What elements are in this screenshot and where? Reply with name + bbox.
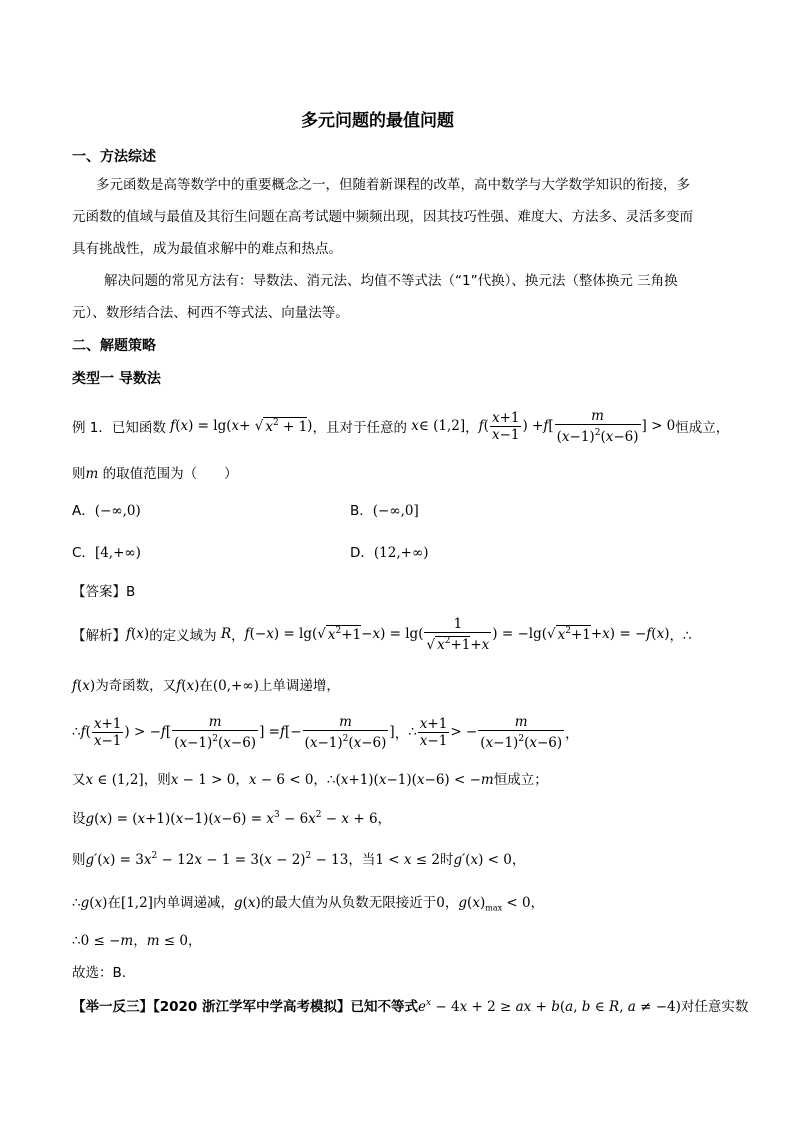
formula: x xyxy=(137,811,146,827)
formula: ∈ xyxy=(590,999,610,1015)
formula: ) xyxy=(194,678,200,694)
question-text: 则 xyxy=(72,466,86,482)
formula: 1 < xyxy=(375,852,404,868)
example-question xyxy=(72,462,238,482)
formula: − xyxy=(361,626,373,642)
formula: ( xyxy=(181,678,187,694)
practice-tag: 【举一反三】【2020 浙江学军中学高考模拟】已知不等式 xyxy=(72,999,419,1015)
formula: ∈ (1,2] xyxy=(93,772,144,788)
formula: ) = ( xyxy=(107,811,138,827)
fraction: $\frac{m}{(x-1)^2(x-6)}$ xyxy=(174,713,257,751)
formula: ) = −lg(√ xyxy=(492,626,556,642)
formula: ] = xyxy=(259,724,280,740)
analysis-text: 为奇函数，又 xyxy=(95,678,177,694)
formula: ∴ xyxy=(72,895,81,911)
example-prefix: 例 1．已知函数 xyxy=(72,420,166,436)
formula: ≠ −4) xyxy=(635,999,681,1015)
analysis-text: ，当 xyxy=(348,852,376,868)
paragraph-line: 元函数的值域与最值及其衍生问题在高考试题中频频出现，因其技巧性强、难度大、方法多、灵活多变而 xyxy=(72,209,693,225)
formula: g xyxy=(85,811,95,827)
practice-text: 对任意实数 xyxy=(680,999,749,1015)
formula: ≤ 0 xyxy=(159,933,188,949)
formula: − 6 < 0 xyxy=(256,772,314,788)
comma: ， xyxy=(231,628,245,644)
formula: ( xyxy=(85,724,91,740)
formula: f xyxy=(646,626,652,642)
formula: ( xyxy=(89,895,95,911)
formula: ( xyxy=(131,626,137,642)
formula: ) xyxy=(307,418,313,434)
formula: x xyxy=(231,418,240,434)
formula: [ xyxy=(548,418,554,434)
formula: f xyxy=(160,724,166,740)
formula: x xyxy=(459,999,468,1015)
formula: ∴0 ≤ − xyxy=(72,933,121,949)
analysis-text: 又 xyxy=(72,772,86,788)
formula: x xyxy=(180,418,189,434)
formula: a xyxy=(627,999,636,1015)
analysis-text: 在 xyxy=(199,678,213,694)
analysis-line-7 xyxy=(72,891,544,913)
formula: x xyxy=(602,626,610,642)
fraction: $\frac{x+1}{x-1}$ xyxy=(419,715,448,749)
analysis-line-2 xyxy=(72,674,340,694)
formula: (− xyxy=(249,626,267,642)
section-heading-strategy: 二、解题策略 xyxy=(72,338,156,354)
formula: x xyxy=(266,811,274,827)
formula: x xyxy=(403,852,412,868)
formula: ) = lg( xyxy=(188,418,232,434)
formula: g xyxy=(458,895,468,911)
formula: < 0 xyxy=(502,895,531,911)
formula: − 12 xyxy=(157,852,195,868)
example-1-statement xyxy=(72,406,729,446)
formula: − 6 xyxy=(279,811,309,827)
formula: ∈ (1,2] xyxy=(418,418,466,434)
formula: x xyxy=(194,852,202,868)
formula: x xyxy=(266,626,274,642)
formula: (0,+∞) xyxy=(212,678,259,694)
example-tail: 恒成立， xyxy=(675,420,730,436)
formula: − 2) xyxy=(271,852,306,868)
answer-line: 【答案】B xyxy=(72,584,136,600)
formula: x xyxy=(248,772,257,788)
fraction: $\frac{x+1}{x-1}$ xyxy=(93,715,122,749)
analysis-line-4 xyxy=(72,768,548,788)
formula: −6) < − xyxy=(424,772,481,788)
comma: ， xyxy=(188,933,202,949)
analysis-text: 时 xyxy=(439,852,454,868)
formula: x xyxy=(372,626,381,642)
formula: f xyxy=(165,418,176,434)
analysis-text: 的定义域为 xyxy=(149,628,217,644)
analysis-text: 内单调递减， xyxy=(152,895,234,911)
formula: 0 xyxy=(436,895,445,911)
example-mid: ，且对于任意的 xyxy=(312,420,407,436)
formula: ∴ xyxy=(72,724,81,740)
formula: f xyxy=(176,678,182,694)
formula: x xyxy=(340,772,349,788)
formula: ] xyxy=(389,724,395,740)
practice-line xyxy=(72,995,748,1015)
analysis-text: ，则 xyxy=(143,772,171,788)
formula: f xyxy=(80,724,86,740)
formula: x xyxy=(426,998,432,1008)
formula: x xyxy=(470,852,479,868)
option-label: A． xyxy=(72,503,95,519)
analysis-line-6 xyxy=(72,848,525,868)
analysis-text: 恒成立； xyxy=(493,772,548,788)
formula: f xyxy=(244,626,250,642)
formula: x xyxy=(341,811,350,827)
formula: x xyxy=(85,772,94,788)
fraction: $\frac{1}{√ x^2+1+x}$ xyxy=(426,615,490,653)
formula: x xyxy=(378,772,387,788)
option-label: D． xyxy=(350,545,374,561)
formula: m xyxy=(85,466,99,482)
formula: ) xyxy=(479,895,486,911)
formula: x xyxy=(136,626,144,642)
analysis-text: 在 xyxy=(107,895,121,911)
formula: x xyxy=(82,678,90,694)
formula: f xyxy=(543,418,549,434)
formula: ) xyxy=(255,895,261,911)
formula: f xyxy=(126,626,131,642)
formula: +1)( xyxy=(145,811,176,827)
formula: − 13 xyxy=(311,852,349,868)
comma: ， xyxy=(313,772,327,788)
formula: 2 xyxy=(151,851,158,861)
formula: [1,2] xyxy=(120,895,153,911)
fraction: $\frac{m}{(x-1)^2(x-6)}$ xyxy=(304,713,387,751)
formula: ( xyxy=(77,678,83,694)
analysis-line-1 xyxy=(72,614,692,654)
comma: ， xyxy=(133,933,147,949)
formula: ( xyxy=(175,418,181,434)
formula: − 4 xyxy=(431,999,460,1015)
comma: ， xyxy=(565,726,579,742)
formula: a xyxy=(565,999,574,1015)
formula: + 2 ≥ xyxy=(467,999,516,1015)
section-heading-method-summary: 一、方法综述 xyxy=(72,149,156,165)
formula: x xyxy=(308,811,316,827)
formula: R xyxy=(609,999,620,1015)
fraction: $\frac{x+1}{x-1}$ xyxy=(491,409,520,443)
analysis-text: 的最大值为从负数无限接近于 xyxy=(260,895,437,911)
option-d xyxy=(350,541,428,561)
formula: −1)( xyxy=(386,772,417,788)
formula: x xyxy=(143,852,152,868)
fraction: $\frac{m}{(x-1)^2(x-6)}$ xyxy=(556,407,639,445)
comma: ， xyxy=(394,726,409,742)
option-value: (−∞,0] xyxy=(372,503,419,519)
question-text: 的取值范围为（ ） xyxy=(98,466,238,482)
formula: x xyxy=(175,811,184,827)
formula: x xyxy=(186,678,195,694)
option-label: B． xyxy=(350,503,373,519)
formula: ( xyxy=(465,852,471,868)
formula: e xyxy=(418,999,427,1015)
formula: R xyxy=(216,626,232,642)
formula: x xyxy=(264,852,272,868)
formula: ax xyxy=(515,999,532,1015)
formula: f xyxy=(72,678,77,694)
formula: g′ xyxy=(453,852,466,868)
analysis-line-3 xyxy=(72,710,579,754)
formula: 2 xyxy=(305,851,312,861)
formula: ∴ xyxy=(408,724,417,740)
formula: > − xyxy=(450,724,478,740)
paragraph-line: 具有挑战性，成为最值求解中的难点和热点。 xyxy=(72,241,342,257)
comma: ， xyxy=(530,895,545,911)
formula: ( xyxy=(467,895,473,911)
comma: ， xyxy=(235,772,249,788)
fraction: $\frac{m}{(x-1)^2(x-6)}$ xyxy=(480,713,563,751)
formula: x xyxy=(213,811,222,827)
formula: x xyxy=(247,895,256,911)
formula: [− xyxy=(284,724,302,740)
comma: ， xyxy=(465,420,479,436)
option-c xyxy=(72,541,141,561)
formula: ) = − xyxy=(609,626,647,642)
analysis-line-5 xyxy=(72,807,391,827)
formula: ( xyxy=(483,418,489,434)
formula: + xyxy=(531,999,552,1015)
choice-line: 故选：B. xyxy=(72,965,127,981)
comma: ， xyxy=(377,811,392,827)
formula: −6) = xyxy=(221,811,267,827)
formula: 2 xyxy=(315,810,322,820)
analysis-tag: 【解析】 xyxy=(72,628,126,644)
formula: g′ xyxy=(85,852,98,868)
formula: , xyxy=(573,999,582,1015)
formula: ( xyxy=(97,852,103,868)
formula: − 1 > 0 xyxy=(178,772,236,788)
formula: x xyxy=(170,772,179,788)
formula: x xyxy=(102,852,111,868)
option-value: (−∞,0) xyxy=(94,503,141,519)
analysis-text: 则 xyxy=(72,852,86,868)
formula: ) xyxy=(664,626,670,642)
formula: ) xyxy=(102,895,108,911)
formula: + 6 xyxy=(349,811,378,827)
formula: x xyxy=(472,895,480,911)
analysis-text: 设 xyxy=(72,811,86,827)
formula: g xyxy=(233,895,243,911)
formula: −1)( xyxy=(183,811,214,827)
formula: 3 xyxy=(273,810,280,820)
formula: [ xyxy=(165,724,172,740)
formula: ) xyxy=(143,626,150,642)
formula: x xyxy=(416,772,425,788)
formula: m xyxy=(146,933,160,949)
comma: ，∴ xyxy=(669,628,692,644)
formula: x xyxy=(94,895,103,911)
formula: + √ xyxy=(239,418,264,434)
formula: f xyxy=(279,724,285,740)
formula: ) > − xyxy=(124,724,161,740)
formula: $x^2 + 1$ xyxy=(265,418,308,435)
formula: ∴( xyxy=(326,772,341,788)
formula: f xyxy=(478,418,484,434)
page-title: 多元问题的最值问题 xyxy=(301,111,454,131)
formula: max xyxy=(485,903,503,913)
formula: g xyxy=(80,895,90,911)
option-a xyxy=(72,499,141,519)
formula: ( xyxy=(559,999,566,1015)
formula: ] > 0 xyxy=(641,418,676,434)
formula: , xyxy=(619,999,628,1015)
option-b xyxy=(350,499,419,519)
formula: x xyxy=(656,626,665,642)
option-label: C． xyxy=(72,545,95,561)
paragraph-line: 解决问题的常见方法有：导数法、消元法、均值不等式法（“1”代换）、换元法（整体换元 三角换 xyxy=(104,273,678,289)
formula: − xyxy=(321,811,342,827)
formula: b xyxy=(581,999,591,1015)
formula: ) = lg( xyxy=(380,626,424,642)
formula: + xyxy=(590,626,603,642)
formula: ( xyxy=(651,626,657,642)
formula: ( xyxy=(94,811,100,827)
option-value: (12,+∞) xyxy=(373,545,429,561)
formula: b xyxy=(551,999,560,1015)
formula: m xyxy=(480,772,494,788)
paragraph-line: 多元函数是高等数学中的重要概念之一，但随着新课程的改革，高中数学与大学数学知识的衔接，多 xyxy=(96,177,690,193)
analysis-line-8 xyxy=(72,929,202,949)
formula: m xyxy=(120,933,134,949)
comma: ， xyxy=(444,895,459,911)
formula: ( xyxy=(242,895,248,911)
formula: x xyxy=(406,418,419,434)
option-value: [4,+∞) xyxy=(94,545,141,561)
analysis-text: 上单调递增， xyxy=(258,678,340,694)
formula: − 1 = 3( xyxy=(201,852,265,868)
formula: $x^2+1$ xyxy=(327,626,362,643)
formula: x xyxy=(99,811,108,827)
comma: ， xyxy=(511,852,526,868)
type-heading: 类型一 导数法 xyxy=(72,371,161,387)
formula: $x^2+1$ xyxy=(557,626,591,643)
formula: ) + xyxy=(522,418,544,434)
formula: ) = 3 xyxy=(110,852,144,868)
paragraph-line: 元）、数形结合法、柯西不等式法、向量法等。 xyxy=(72,305,349,321)
formula: ) xyxy=(89,678,96,694)
formula: ) < 0 xyxy=(478,852,512,868)
formula: +1)( xyxy=(348,772,379,788)
formula: ≤ 2 xyxy=(411,852,440,868)
formula: ) = lg(√ xyxy=(273,626,326,642)
